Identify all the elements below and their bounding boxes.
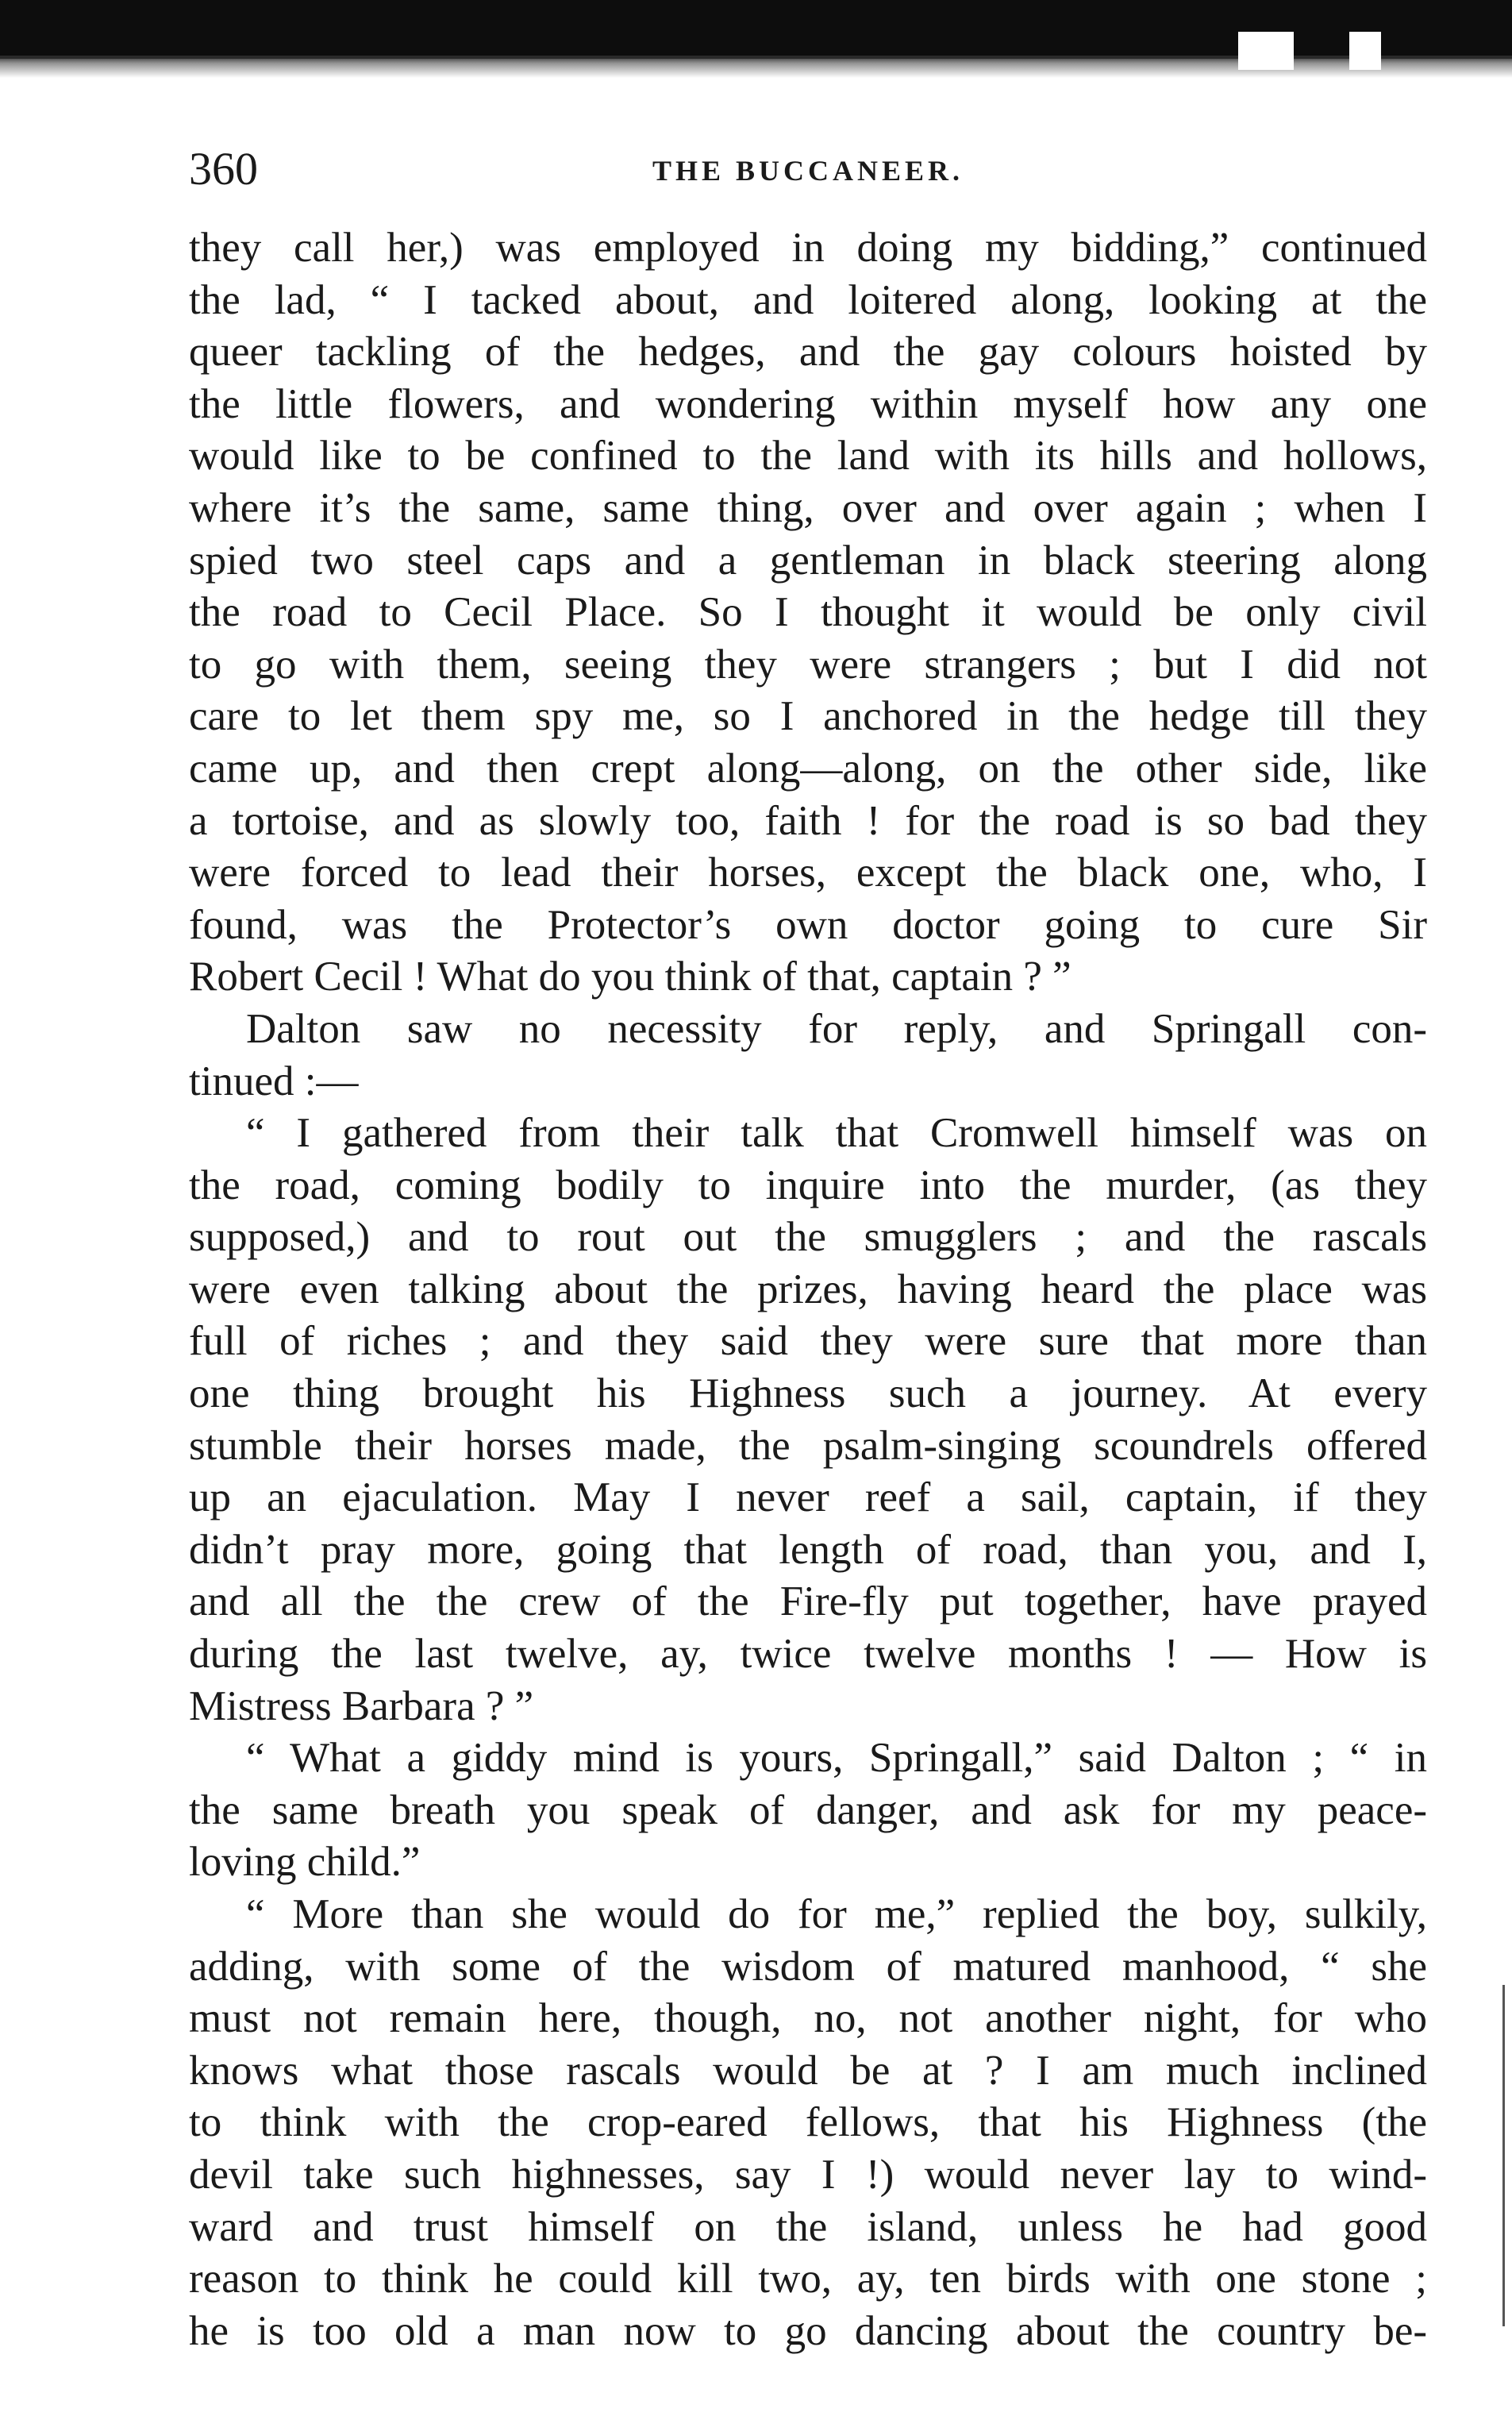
text-line: queer tackling of the hedges, and the gay colours hoisted by [189,329,1427,376]
page-number: 360 [189,143,258,195]
text-line: devil take such highnesses, say I !) would never lay to wind- [189,2151,1427,2198]
text-line: one thing brought his Highness such a journey. At every [189,1370,1427,1417]
text-line: didn’t pray more, going that length of road, than you, and I, [189,1526,1427,1573]
text-line: adding, with some of the wisdom of matured manhood, “ she [189,1943,1427,1990]
scan-band-gap [1349,32,1381,70]
text-line: the lad, “ I tacked about, and loitered along, looking at the [189,276,1427,323]
text-line: Robert Cecil ! What do you think of that, captain ? ” [189,954,1071,1000]
text-line: knows what those rascals would be at ? I am much inclined [189,2047,1427,2094]
text-line: Mistress Barbara ? ” [189,1682,534,1729]
text-line: and all the the crew of the Fire-fly put together, have prayed [189,1578,1427,1625]
page-header [189,141,1427,197]
text-line: were even talking about the prizes, having heard the place was [189,1266,1427,1312]
text-line: were forced to lead their horses, except the black one, who, I [189,850,1427,896]
text-line: “ I gathered from their talk that Cromwell himself was on [246,1110,1427,1157]
text-line: Dalton saw no necessity for reply, and Springall con- [246,1005,1427,1052]
scan-edge-mark [1502,1985,1505,2326]
scan-band-gap [1238,32,1294,70]
text-line: would like to be confined to the land with its hills and hollows, [189,433,1427,480]
text-line: “ What a giddy mind is yours, Springall,” said Dalton ; “ in [246,1735,1427,1782]
text-line: the road, coming bodily to inquire into the murder, (as they [189,1162,1427,1208]
text-line: the same breath you speak of danger, and ask for my peace- [189,1786,1427,1833]
text-line: must not remain here, though, no, not another night, for who [189,1995,1427,2042]
text-line: to go with them, seeing they were strangers ; but I did not [189,641,1427,688]
text-line: reason to think he could kill two, ay, ten birds with one stone ; [189,2256,1427,2302]
text-line: to think with the crop-eared fellows, that his Highness (the [189,2099,1427,2146]
running-head: THE BUCCANEER. [652,155,964,187]
text-line: they call her,) was employed in doing my bidding,” continued [189,225,1427,271]
text-line: “ More than she would do for me,” replied the boy, sulkily, [246,1891,1427,1937]
text-line: the little flowers, and wondering within myself how any one [189,380,1427,427]
text-line: during the last twelve, ay, twice twelve months ! — How is [189,1631,1427,1678]
text-line: stumble their horses made, the psalm-singing scoundrels offered [189,1422,1427,1469]
body-text [189,222,1427,2357]
text-line: up an ejaculation. May I never reef a sail, captain, if they [189,1474,1427,1521]
text-line: the road to Cecil Place. So I thought it would be only civil [189,589,1427,636]
text-line: he is too old a man now to go dancing about the country be- [189,2307,1427,2354]
text-line: full of riches ; and they said they were sure that more than [189,1318,1427,1365]
text-line: ward and trust himself on the island, unless he had good [189,2203,1427,2250]
text-line: spied two steel caps and a gentleman in black steering along [189,537,1427,584]
text-line: tinued :— [189,1058,359,1104]
text-line: where it’s the same, same thing, over and over again ; when I [189,484,1427,531]
text-line: came up, and then crept along—along, on the other side, like [189,745,1427,792]
text-line: care to let them spy me, so I anchored in the hedge till they [189,693,1427,740]
text-line: supposed,) and to rout out the smugglers ; and the rascals [189,1214,1427,1261]
text-line: loving child.” [189,1839,421,1886]
text-line: a tortoise, and as slowly too, faith ! for the road is so bad they [189,797,1427,844]
text-line: found, was the Protector’s own doctor going to cure Sir [189,901,1427,948]
